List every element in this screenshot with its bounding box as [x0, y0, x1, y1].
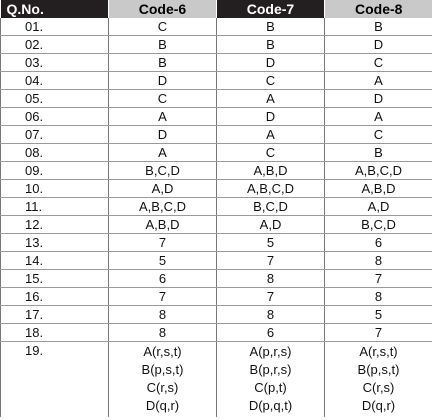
match-line: B(p,s,t) [357, 362, 400, 377]
match-line: D(q,r) [361, 398, 396, 413]
answer-code-8: C [325, 54, 432, 72]
table-row [1, 108, 432, 126]
question-number: 12. [1, 216, 109, 234]
answer-code-8: 8 [325, 252, 432, 270]
answer-code-6: A [109, 144, 217, 162]
question-number: 04. [1, 72, 109, 90]
answer-code-6-matching [109, 342, 217, 418]
answer-code-6: B,C,D [109, 162, 217, 180]
answer-code-8: 6 [325, 234, 432, 252]
question-number: 07. [1, 126, 109, 144]
answer-code-7: 6 [217, 324, 325, 342]
question-number: 19. [1, 342, 109, 418]
header-qno: Q.No. [1, 0, 109, 18]
match-line: D(q,r) [145, 398, 180, 413]
answer-code-8: C [325, 126, 432, 144]
question-number: 17. [1, 306, 109, 324]
table-row-matching [1, 342, 432, 418]
answer-code-8: A [325, 108, 432, 126]
answer-code-8: 8 [325, 288, 432, 306]
table-row [1, 216, 432, 234]
table-row [1, 234, 432, 252]
answer-code-7: 8 [217, 306, 325, 324]
match-line: A(r,s,t) [143, 344, 182, 359]
answer-code-6: A [109, 108, 217, 126]
answer-code-7-matching [217, 342, 325, 418]
table-row [1, 126, 432, 144]
match-line: A(p,r,s) [249, 344, 292, 359]
answer-code-8: A,B,D [325, 180, 432, 198]
answer-code-8: A,D [325, 198, 432, 216]
answer-code-7: C [217, 72, 325, 90]
answer-code-7: D [217, 108, 325, 126]
question-number: 01. [1, 18, 109, 36]
answer-code-8: 5 [325, 306, 432, 324]
table-row [1, 270, 432, 288]
header-code-7: Code-7 [217, 0, 325, 18]
answer-code-7: B [217, 18, 325, 36]
question-number: 13. [1, 234, 109, 252]
answer-code-6: A,B,C,D [109, 198, 217, 216]
table-row [1, 162, 432, 180]
answer-code-7: 5 [217, 234, 325, 252]
answer-code-8: 7 [325, 270, 432, 288]
answer-code-8: A,B,C,D [325, 162, 432, 180]
question-number: 15. [1, 270, 109, 288]
match-line: B(p,s,t) [141, 362, 184, 377]
table-row [1, 288, 432, 306]
answer-code-7: A,D [217, 216, 325, 234]
answer-code-7: A [217, 126, 325, 144]
answer-code-7: 7 [217, 252, 325, 270]
question-number: 14. [1, 252, 109, 270]
answer-code-6: 5 [109, 252, 217, 270]
answer-code-7: A,B,D [217, 162, 325, 180]
table-row [1, 324, 432, 342]
header-code-8: Code-8 [325, 0, 432, 18]
question-number: 02. [1, 36, 109, 54]
question-number: 10. [1, 180, 109, 198]
match-line: C(r,s) [362, 380, 395, 395]
question-number: 18. [1, 324, 109, 342]
table-row [1, 36, 432, 54]
answer-code-8: B,C,D [325, 216, 432, 234]
answer-code-6: 8 [109, 324, 217, 342]
answer-code-8: B [325, 18, 432, 36]
answer-code-8-matching [325, 342, 432, 418]
match-line: A(r,s,t) [359, 344, 398, 359]
table-row [1, 252, 432, 270]
answer-code-8: D [325, 90, 432, 108]
match-line: C(p,t) [254, 380, 287, 395]
table-row [1, 18, 432, 36]
table-row [1, 90, 432, 108]
answer-code-6: B [109, 54, 217, 72]
table-row [1, 54, 432, 72]
question-number: 11. [1, 198, 109, 216]
match-line: C(r,s) [146, 380, 179, 395]
answer-code-7: 7 [217, 288, 325, 306]
table-row [1, 198, 432, 216]
answer-code-6: A,B,D [109, 216, 217, 234]
answer-code-7: C [217, 144, 325, 162]
answer-rows [1, 18, 432, 417]
answer-code-8: B [325, 144, 432, 162]
header-code-6: Code-6 [109, 0, 217, 18]
question-number: 06. [1, 108, 109, 126]
table-row [1, 72, 432, 90]
header-row [1, 0, 432, 18]
question-number: 09. [1, 162, 109, 180]
answer-code-6: 7 [109, 288, 217, 306]
question-number: 08. [1, 144, 109, 162]
answer-code-7: 8 [217, 270, 325, 288]
answer-code-6: A,D [109, 180, 217, 198]
answer-code-6: B [109, 36, 217, 54]
answer-code-7: A [217, 90, 325, 108]
answer-code-6: C [109, 18, 217, 36]
answer-code-8: A [325, 72, 432, 90]
answer-code-8: 7 [325, 324, 432, 342]
answer-code-7: B,C,D [217, 198, 325, 216]
table-row [1, 306, 432, 324]
answer-code-6: D [109, 72, 217, 90]
answer-code-8: D [325, 36, 432, 54]
answer-code-7: B [217, 36, 325, 54]
table-row [1, 180, 432, 198]
question-number: 16. [1, 288, 109, 306]
answer-code-7: D [217, 54, 325, 72]
match-line: D(p,q,t) [248, 398, 293, 413]
answer-code-6: 7 [109, 234, 217, 252]
table-row [1, 144, 432, 162]
match-line: B(p,r,s) [249, 362, 292, 377]
question-number: 03. [1, 54, 109, 72]
answer-code-6: C [109, 90, 217, 108]
answer-code-6: D [109, 126, 217, 144]
answer-code-6: 6 [109, 270, 217, 288]
answer-code-7: A,B,C,D [217, 180, 325, 198]
question-number: 05. [1, 90, 109, 108]
answer-code-6: 8 [109, 306, 217, 324]
